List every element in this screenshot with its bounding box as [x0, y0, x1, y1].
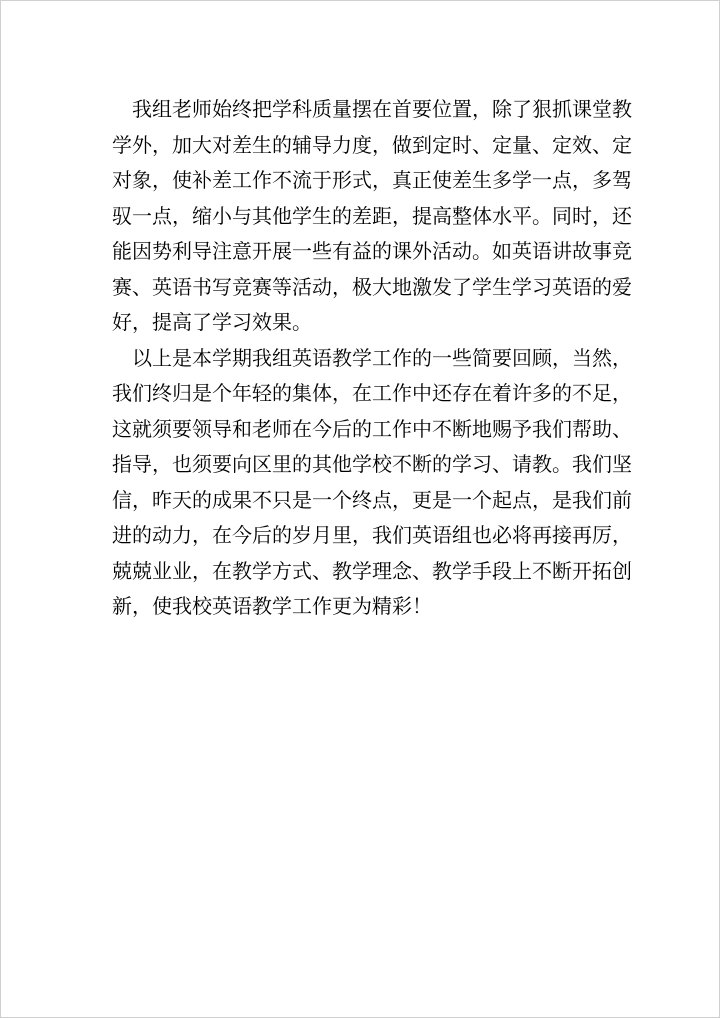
text-line: 以上是本学期我组英语教学工作的一些简要回顾，当然，	[112, 345, 632, 370]
text-line: 对象，使补差工作不流于形式，真正使差生多学一点，多驾	[112, 168, 632, 192]
text-line: 信，昨天的成果不只是一个终点，更是一个起点，是我们前	[112, 487, 632, 512]
text-line: 我组老师始终把学科质量摆在首要位置，除了狠抓课堂教	[112, 97, 632, 121]
text-line: 进的动力，在今后的岁月里，我们英语组也必将再接再厉，	[112, 523, 632, 547]
paragraph-2	[112, 341, 632, 625]
text-line: 兢兢业业，在教学方式、教学理念、教学手段上不断开拓创	[112, 558, 632, 583]
text-line: 学外，加大对差生的辅导力度，做到定时、定量、定效、定	[112, 132, 632, 157]
text-line: 这就须要领导和老师在今后的工作中不断地赐予我们帮助、	[112, 416, 632, 441]
text-line: 好，提高了学习效果。	[112, 310, 312, 334]
text-line: 新，使我校英语教学工作更为精彩！	[112, 594, 432, 618]
text-line: 驭一点，缩小与其他学生的差距，提高整体水平。同时，还	[112, 203, 632, 228]
text-line: 指导，也须要向区里的其他学校不断的学习、请教。我们坚	[112, 452, 632, 476]
document-body	[112, 92, 632, 625]
paragraph-1	[112, 92, 632, 341]
text-line: 我们终归是个年轻的集体，在工作中还存在着许多的不足，	[112, 381, 632, 405]
text-line: 能因势利导注意开展一些有益的课外活动。如英语讲故事竞	[112, 239, 632, 263]
text-line: 赛、英语书写竞赛等活动，极大地激发了学生学习英语的爱	[112, 274, 632, 299]
